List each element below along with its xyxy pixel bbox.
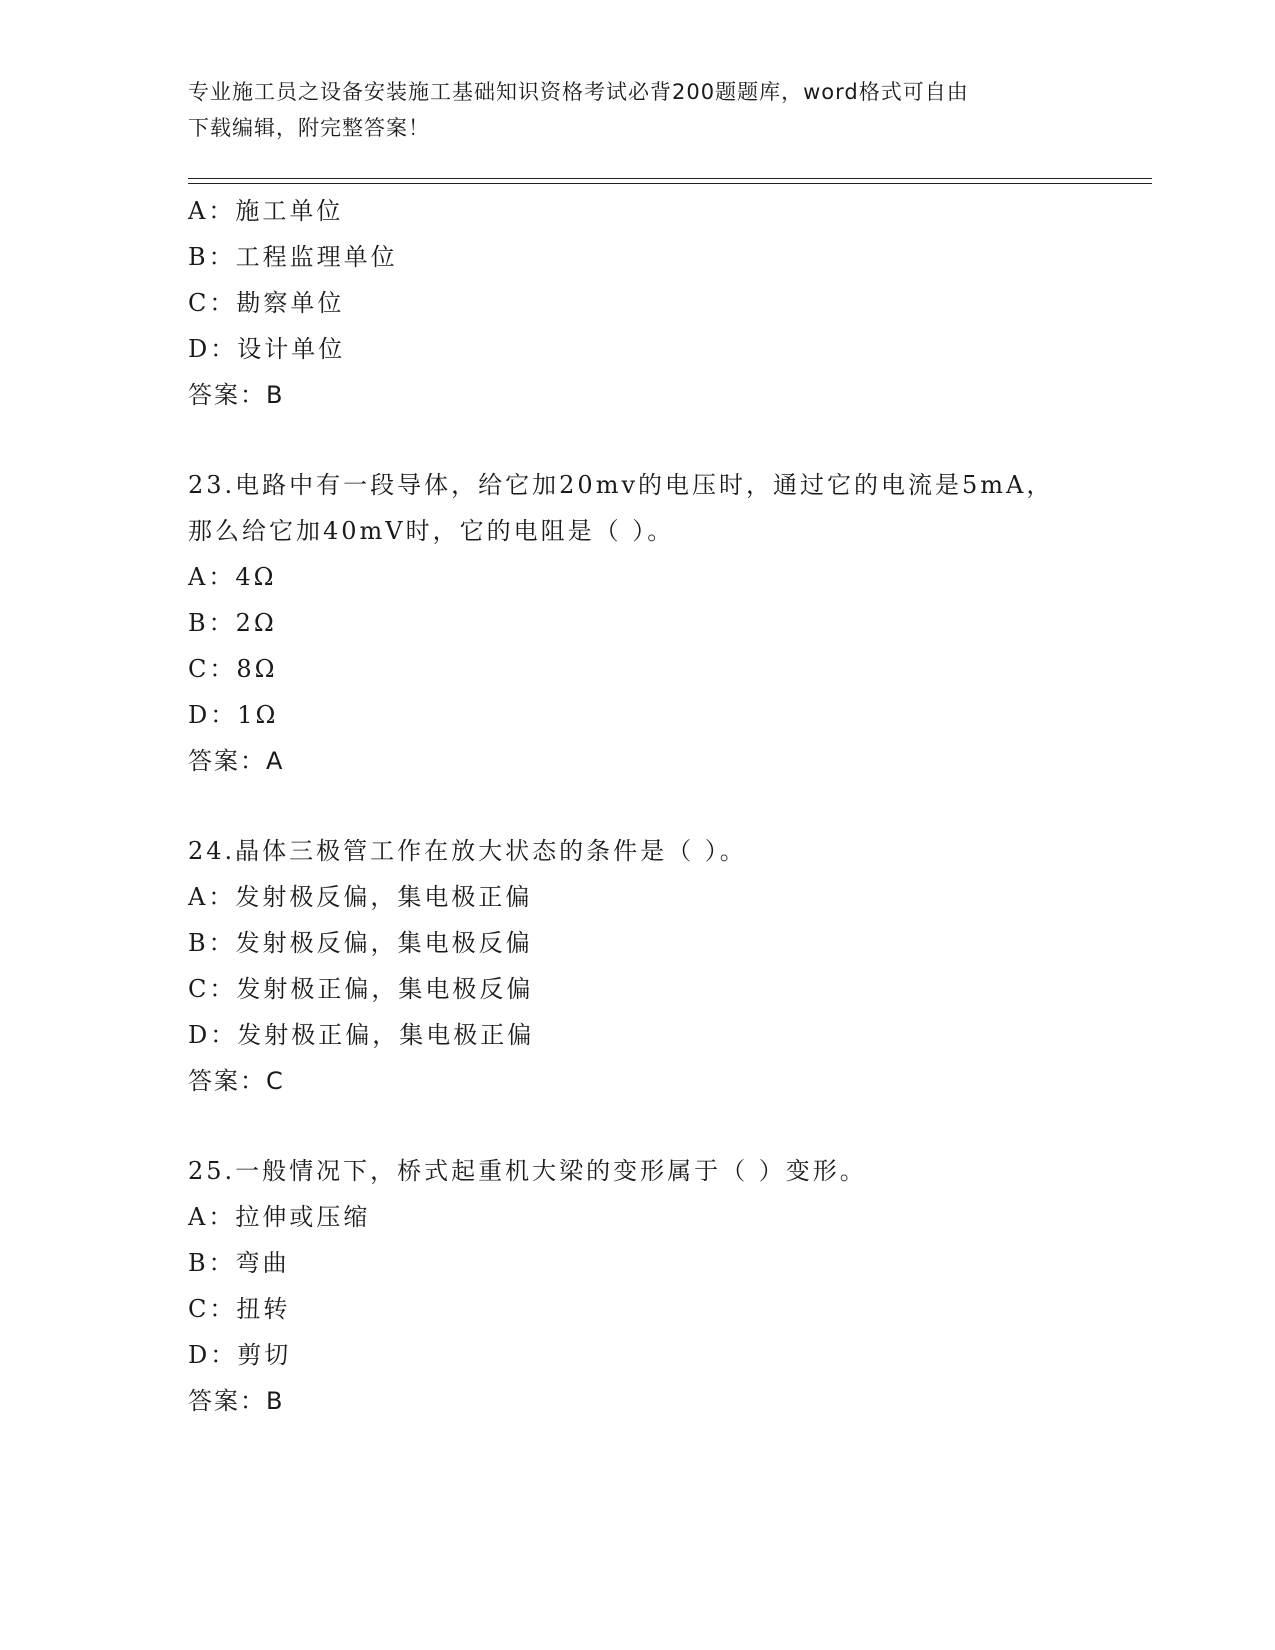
header-line-2: 下载编辑，附完整答案！ (188, 116, 430, 140)
answer: 答案：B (188, 381, 285, 409)
header-line-1: 专业施工员之设备安装施工基础知识资格考试必背200题题库，word格式可自由 (188, 80, 969, 104)
question-content (188, 188, 1148, 1424)
question-24 (188, 828, 1148, 1104)
option-a: A：拉伸或压缩 (188, 1203, 371, 1231)
answer: 答案：B (188, 1387, 285, 1415)
option-b: B：2Ω (188, 609, 277, 637)
option-c: C：8Ω (188, 655, 278, 683)
option-d: D：发射极正偏，集电极正偏 (188, 1021, 535, 1049)
option-a: A：4Ω (188, 563, 277, 591)
option-a: A：施工单位 (188, 197, 344, 225)
document-header (188, 74, 1088, 146)
spacer (188, 784, 1148, 828)
option-b: B：弯曲 (188, 1249, 290, 1277)
question-stem: 24.晶体三极管工作在放大状态的条件是（ ）。 (188, 837, 747, 865)
question-stem: 25.一般情况下，桥式起重机大梁的变形属于（ ）变形。 (188, 1157, 867, 1185)
option-d: D：1Ω (188, 701, 279, 729)
option-c: C：发射极正偏，集电极反偏 (188, 975, 534, 1003)
spacer (188, 1104, 1148, 1148)
option-a: A：发射极反偏，集电极正偏 (188, 883, 533, 911)
answer: 答案：A (188, 747, 285, 775)
question-25 (188, 1148, 1148, 1424)
option-d: D：剪切 (188, 1341, 292, 1369)
question-23 (188, 462, 1148, 784)
spacer (188, 418, 1148, 462)
answer: 答案：C (188, 1067, 285, 1095)
question-stem: 23.电路中有一段导体，给它加20mv的电压时，通过它的电流是5mA， (188, 471, 1054, 499)
header-divider-bottom (188, 183, 1152, 184)
option-d: D：设计单位 (188, 335, 346, 363)
option-b: B：发射极反偏，集电极反偏 (188, 929, 533, 957)
header-divider-top (188, 178, 1152, 179)
option-c: C：扭转 (188, 1295, 291, 1323)
option-c: C：勘察单位 (188, 289, 345, 317)
question-22 (188, 188, 1148, 418)
option-b: B：工程监理单位 (188, 243, 398, 271)
question-stem-continued: 那么给它加40mV时，它的电阻是（ ）。 (188, 517, 675, 545)
